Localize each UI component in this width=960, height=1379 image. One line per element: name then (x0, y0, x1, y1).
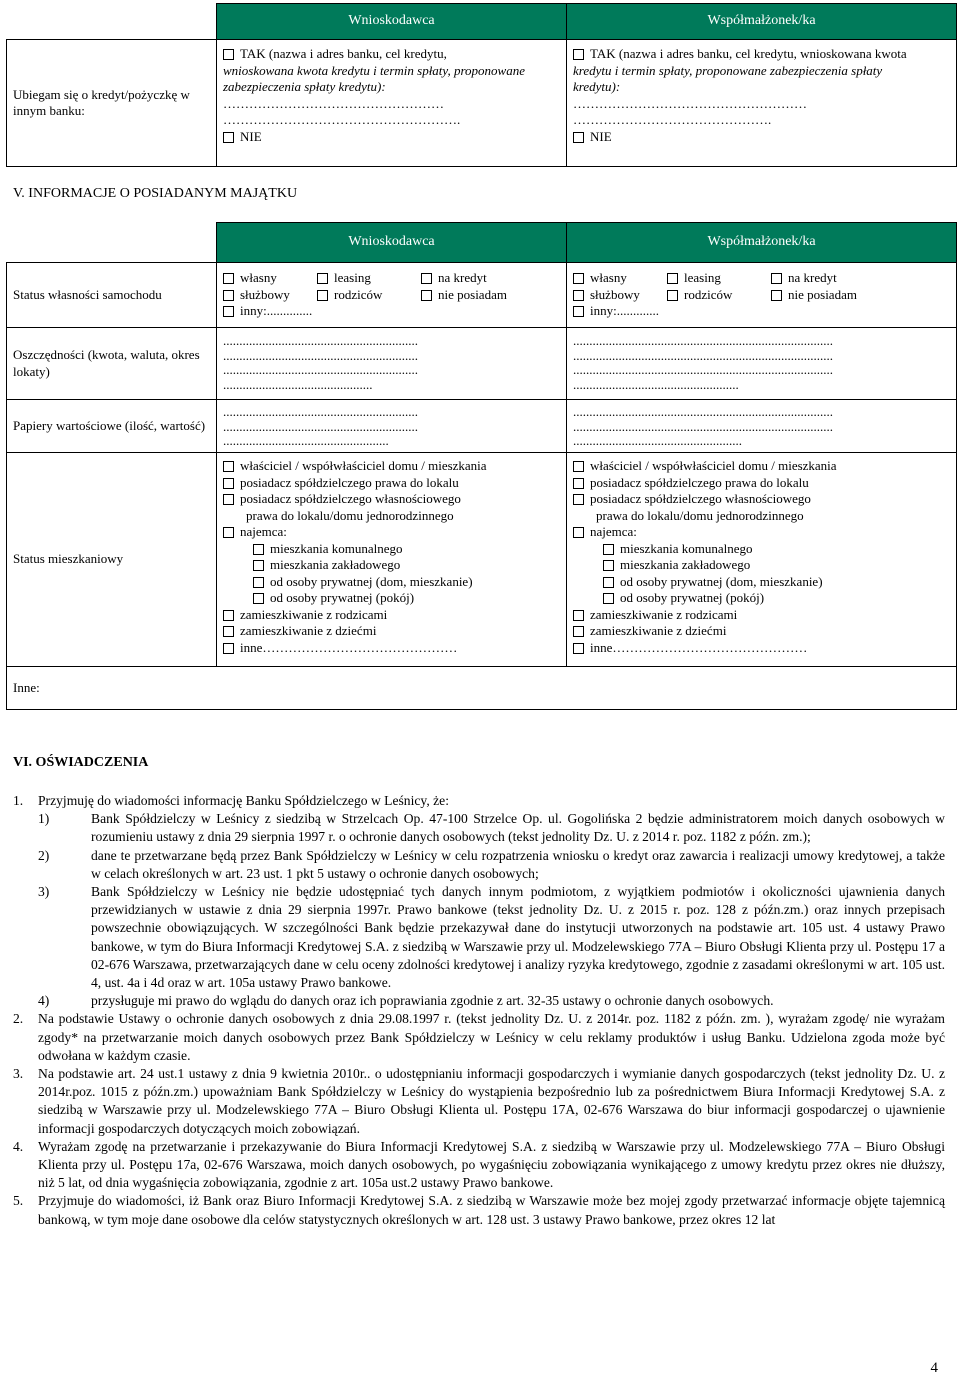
applicant-other-bank-cell: TAK (nazwa i adres banku, cel kredytu, wnioskowana kwota kredytu i termin spłaty, proponowane zabezpieczenia spłaty kredytu): …………………………………………… ………………………………………………. NIE (217, 40, 567, 167)
spouse-header: Współmałżonek/ka (567, 4, 957, 40)
checkbox[interactable] (223, 290, 234, 301)
checkbox[interactable] (573, 626, 584, 637)
checkbox[interactable] (573, 527, 584, 538)
checkbox[interactable] (603, 544, 614, 555)
checkbox[interactable] (223, 610, 234, 621)
checkbox[interactable] (253, 544, 264, 555)
checkbox[interactable] (603, 577, 614, 588)
applicant-car-cell: własny leasing na kredyt służbowy rodziców nie posiadam inny:.............. (217, 263, 567, 328)
spouse-other-bank-cell: TAK (nazwa i adres banku, cel kredytu, wnioskowana kwota kredytu i termin spłaty, proponowane zabezpieczenia spłaty kredytu): ……………………………………………… ………………………………………. NIE (567, 40, 957, 167)
checkbox[interactable] (223, 461, 234, 472)
assets-table (6, 222, 957, 710)
other-bank-loan-table (6, 3, 957, 167)
checkbox[interactable] (573, 478, 584, 489)
other-label: Inne: (13, 679, 40, 695)
other-bank-label: Ubiegam się o kredyt/pożyczkę w innym banku: (7, 40, 217, 167)
checkbox[interactable] (573, 643, 584, 654)
checkbox[interactable] (317, 290, 328, 301)
page-number: 4 (930, 1360, 938, 1376)
checkbox[interactable] (667, 290, 678, 301)
securities-label: Papiery wartościowe (ilość, wartość) (7, 400, 217, 453)
spouse-car-cell: własny leasing na kredyt służbowy rodziców nie posiadam inny:............. (567, 263, 957, 328)
checkbox[interactable] (223, 306, 234, 317)
checkbox[interactable] (223, 643, 234, 654)
checkbox[interactable] (573, 306, 584, 317)
applicant-savings-cell: ............................................................ ............................................................ ............................................................ .............................................. (217, 328, 567, 400)
checkbox[interactable] (573, 132, 584, 143)
car-status-label: Status własności samochodu (7, 263, 217, 328)
applicant-securities-cell: ............................................................ ............................................................ ................................................... (217, 400, 567, 453)
checkbox[interactable] (223, 49, 234, 60)
checkbox[interactable] (573, 273, 584, 284)
checkbox[interactable] (573, 610, 584, 621)
checkbox[interactable] (253, 593, 264, 604)
applicant-header: Wnioskodawca (217, 223, 567, 263)
housing-status-label: Status mieszkaniowy (7, 453, 217, 667)
checkbox[interactable] (223, 626, 234, 637)
spouse-housing-cell: właściciel / współwłaściciel domu / mieszkania posiadacz spółdzielczego prawa do lokalu posiadacz spółdzielczego własnościowego prawa do lokalu/domu jednorodzinnego najemca: mieszkania komunalnego mieszkania zakładowego od osoby prywatnej (dom, mieszkanie) od osoby prywatnej (pokój) zamieszkiwanie z rodzicami zamieszkiwanie z dziećmi inne……………………………………… (567, 453, 957, 667)
checkbox[interactable] (317, 273, 328, 284)
savings-label: Oszczędności (kwota, waluta, okres lokaty) (7, 328, 217, 400)
checkbox[interactable] (223, 478, 234, 489)
spouse-header: Współmałżonek/ka (567, 223, 957, 263)
checkbox[interactable] (253, 577, 264, 588)
checkbox[interactable] (573, 461, 584, 472)
checkbox[interactable] (421, 290, 432, 301)
checkbox[interactable] (223, 273, 234, 284)
checkbox[interactable] (253, 560, 264, 571)
checkbox[interactable] (603, 593, 614, 604)
other-field[interactable] (7, 667, 957, 710)
section-v-title: V. INFORMACJE O POSIADANYM MAJĄTKU (13, 186, 298, 201)
checkbox[interactable] (573, 290, 584, 301)
checkbox[interactable] (421, 273, 432, 284)
spouse-securities-cell: ................................................................................ ................................................................................ .................................................... (567, 400, 957, 453)
applicant-housing-cell: właściciel / współwłaściciel domu / mieszkania posiadacz spółdzielczego prawa do lokalu posiadacz spółdzielczego własnościowego prawa do lokalu/domu jednorodzinnego najemca: mieszkania komunalnego mieszkania zakładowego od osoby prywatnej (dom, mieszkanie) od osoby prywatnej (pokój) zamieszkiwanie z rodzicami zamieszkiwanie z dziećmi inne……………………………………… (217, 453, 567, 667)
checkbox[interactable] (573, 49, 584, 60)
section-vi-title: VI. OŚWIADCZENIA (13, 755, 149, 770)
checkbox[interactable] (771, 273, 782, 284)
checkbox[interactable] (223, 527, 234, 538)
checkbox[interactable] (223, 132, 234, 143)
checkbox[interactable] (603, 560, 614, 571)
checkbox[interactable] (771, 290, 782, 301)
applicant-header: Wnioskodawca (217, 4, 567, 40)
spouse-savings-cell: ................................................................................ ................................................................................ ................................................................................ ................................................... (567, 328, 957, 400)
checkbox[interactable] (223, 494, 234, 505)
checkbox[interactable] (667, 273, 678, 284)
declarations: 1. Przyjmuję do wiadomości informację Banku Spółdzielczego w Leśnicy, że: 1) Bank Spółdzielczy w Leśnicy z siedzibą w Strzelcach Op. 47-100 Strzelce Op. ul. Gogolińska 2 będzie administratorem moich danych osobowych w rozumieniu ustawy z dnia 29 sierpnia 1997 r. o ochronie danych osobowych (tekst jednolity Dz. U. z 2014 r. poz. 1182 z późn. zm.); 2) dane te przetwarzane będą przez Bank Spółdzielczy w Leśnicy w celu rozpatrzenia wniosku o kredyt oraz zawarcia i realizacji umowy kredytowej, a także w celach określonych w art. 23 ust. 1 pkt 5 ustawy o ochronie danych osobowych; 3) Bank Spółdzielczy w Leśnicy nie będzie udostępniać tych danych innym podmiotom, z wyjątkiem podmiotów i okoliczności ujawnienia danych przewidzianych w ustawie z dnia 29 sierpnia 1997r. Prawo bankowe (tekst jednolity Dz. U. z 2015 r. poz. 128 z późn.zm.) oraz innych przepisach powszechnie obowiązujących. W szczególności Bank będzie przekazywał dane do instytucji utworzonych na podstawie art. 105 ust. 4 ustawy Prawo bankowe, w tym do Biura Informacji Kredytowej S.A. z siedzibą w Warszawie przy ul. Modzelewskiego 77A – Biuro Obsługi Klienta przy ul. Postępu 17 a 02-676 Warszawa, przetwarzających dane w celu oceny zdolności kredytowej i analizy ryzyka kredytowego, zgodnie z zasadami określonymi w art. 105 ust. 4, ust. 4a i 4d oraz w art. 105a ustawy Prawo bankowe. 4) przysługuje mi prawo do wglądu do danych oraz ich poprawiania zgodnie z art. 32-35 ustawy o ochronie danych osobowych. 2. Na podstawie Ustawy o ochronie danych osobowych z dnia 29.08.1997 r. (tekst jednolity Dz. U. z 2014r. poz. 1182 z późn. zm. ), wyrażam zgodę/ nie wyrażam zgody* na przetwarzanie moich danych osobowych przez Bank Spółdzielczy w Leśnicy w celu reklamy produktów i usług Banku. Udzielona zgoda może być odwołana w każdym czasie. 3. Na podstawie art. 24 ust.1 ustawy z dnia 9 kwietnia 2010r.. o udostępnianiu informacji gospodarczych i wymianie danych gospodarczych (tekst jednolity Dz. U. z 2014r.poz. 1015 z późn.zm.) upoważniam Bank Spółdzielczy w Leśnicy do wystąpienia bezpośrednio lub za pośrednictwem Biura Informacji Kredytowej S.A. z siedzibą w Warszawie przy ul. Modzelewskiego 77A – Biuro Obsługi Klienta ul. Postępu 17A, 02-676 Warszawa do biur informacji gospodarczej o ujawnienie informacji gospodarczych dotyczących moich zobowiązań. 4. Wyrażam zgodę na przetwarzanie i przekazywanie do Biura Informacji Kredytowej S.A. z siedzibą w Warszawie przy ul. Modzelewskiego 77A – Biuro Obsługi Klienta przy ul. Postępu 17a, 02-676 Warszawa, moich danych osobowych, po wygaśnięciu zobowiązania wynikającego z umowy kredytu przez okres nie dłuższy, niż 5 lat, od dnia wygaśnięcia zobowiązania, zgodnie z art. 105a ust.2 ustawy Prawo bankowe. 5. Przyjmuje do wiadomości, iż Bank oraz Biuro Informacji Kredytowej S.A. z siedzibą w Warszawie może bez mojej zgody przetwarzać informacje objęte tajemnicą bankową, w tym moje dane osobowe dla celów statystycznych określonych w art. 128 ust. 3 ustawy Prawo bankowe, przez okres 12 lat (13, 793, 945, 1227)
checkbox[interactable] (573, 494, 584, 505)
